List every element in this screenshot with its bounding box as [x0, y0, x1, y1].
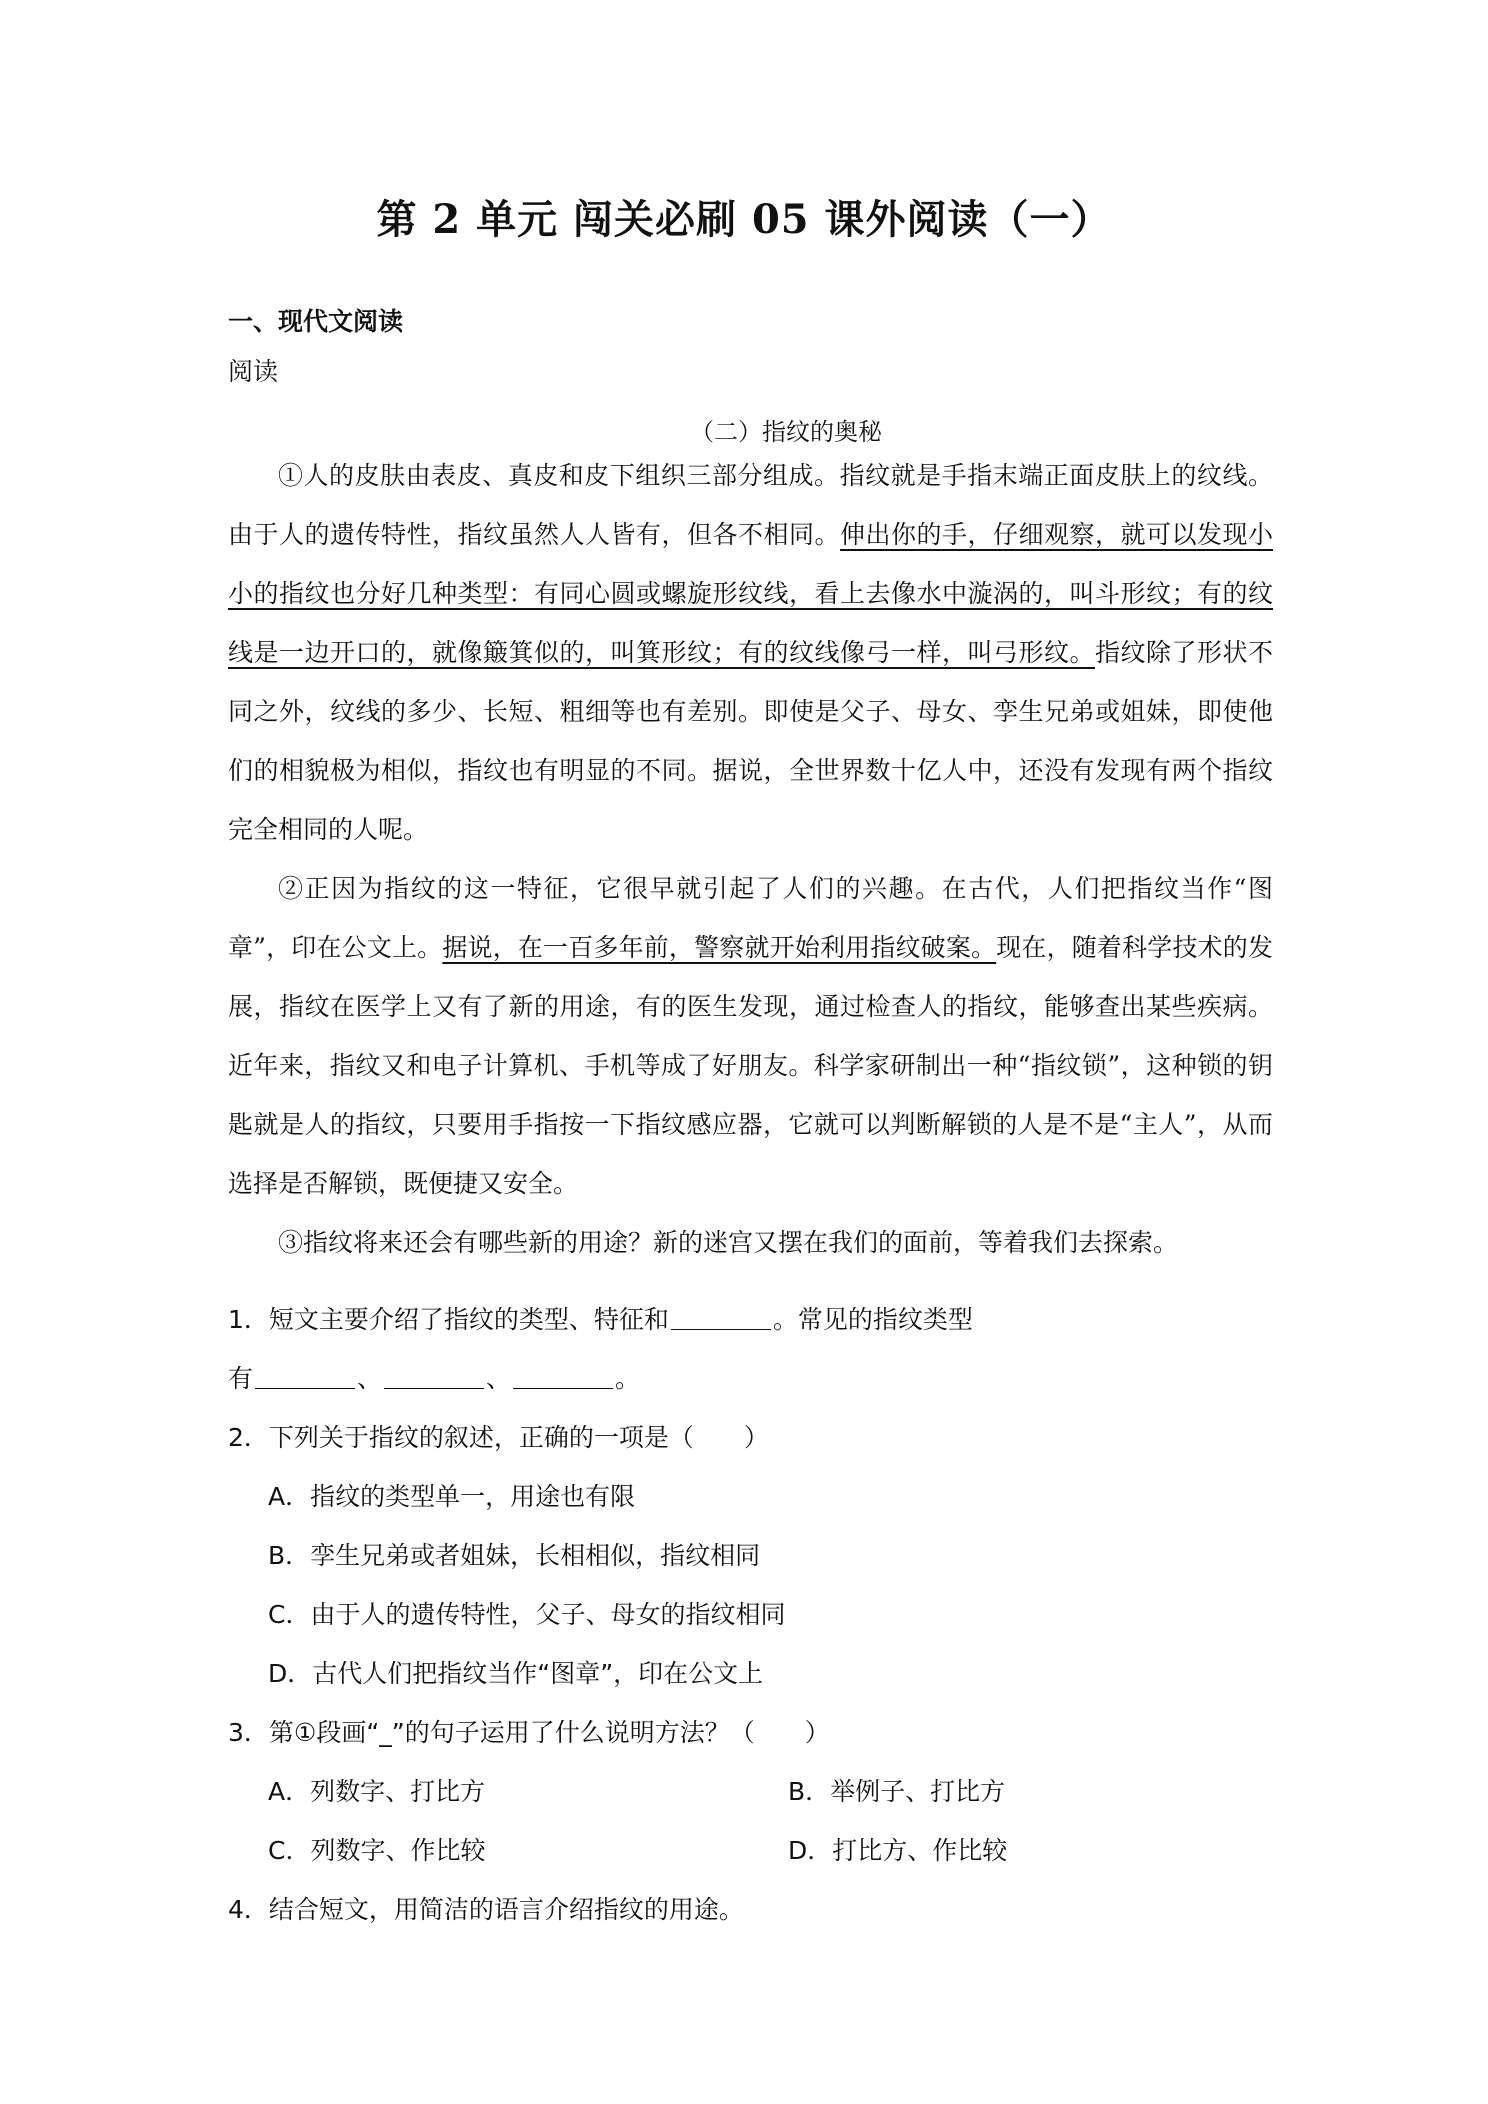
separator: 、	[486, 1364, 512, 1393]
question-text: 1．短文主要介绍了指纹的类型、特征和	[228, 1305, 669, 1334]
paragraph-text: ②正因为指纹的这一特征，它很早就引起了人们的兴趣。在古代，人们把指纹当作“图章”，印在公文上。	[228, 874, 1273, 962]
question-3: 3．第①段画“_”的句子运用了什么说明方法？（ ）	[228, 1718, 830, 1747]
passage-paragraph-2	[228, 859, 1273, 1213]
paragraph-text: ③指纹将来还会有哪些新的用途？新的迷宫又摆在我们的面前，等着我们去探索。	[278, 1228, 1179, 1257]
question-text: 有	[228, 1364, 254, 1393]
passage-title: （二）指纹的奥秘	[690, 418, 882, 446]
question-3-options-row-2	[228, 1821, 1273, 1880]
question-2-option-d[interactable]: D．古代人们把指纹当作“图章”，印在公文上	[268, 1659, 764, 1688]
question-3-option-a[interactable]: A．列数字、打比方	[268, 1777, 486, 1806]
question-text: 。常见的指纹类型	[772, 1305, 973, 1334]
paragraph-text: ①人的皮肤由表皮、真皮和皮下组织三部分组成。指纹就是手指末端正面皮肤上的纹线。由于人的遗传特性，指纹虽然人人皆有，但各不相同。	[228, 461, 1273, 549]
passage-paragraph-3	[228, 1213, 1273, 1272]
question-3-option-c[interactable]: C．列数字、作比较	[268, 1836, 486, 1865]
answer-blank[interactable]	[513, 1363, 613, 1389]
question-3-option-d[interactable]: D．打比方、作比较	[788, 1836, 1008, 1865]
question-text: 。	[615, 1364, 641, 1393]
answer-blank[interactable]	[384, 1363, 484, 1389]
question-2-option-a[interactable]: A．指纹的类型单一，用途也有限	[268, 1482, 636, 1511]
question-1-line-1	[228, 1290, 1273, 1349]
answer-blank[interactable]	[671, 1304, 771, 1330]
question-3-options-row-1	[228, 1762, 1273, 1821]
question-2-option-c[interactable]: C．由于人的遗传特性，父子、母女的指纹相同	[268, 1600, 786, 1629]
question-1-line-2	[228, 1349, 1273, 1408]
page-title: 第 2 单元 闯关必刷 05 课外阅读（一）	[376, 196, 1112, 243]
read-label: 阅读	[228, 357, 279, 386]
question-2: 2．下列关于指纹的叙述，正确的一项是（ ）	[228, 1423, 769, 1452]
paragraph-text: 指纹除了形状不同之外，纹线的多少、长短、粗细等也有差别。即使是父子、母女、孪生兄弟或姐妹，即使他们的相貌极为相似，指纹也有明显的不同。据说，全世界数十亿人中，还没有发现有两个指纹完全相同的人呢。	[228, 638, 1273, 844]
section-heading: 一、现代文阅读	[228, 307, 404, 336]
answer-blank[interactable]	[255, 1363, 355, 1389]
underlined-sentence: 据说，在一百多年前，警察就开始利用指纹破案。	[442, 933, 997, 962]
questions	[228, 1290, 1273, 1939]
question-3-option-b[interactable]: B．举例子、打比方	[788, 1777, 1006, 1806]
passage-paragraph-1	[228, 446, 1273, 859]
paragraph-text: 现在，随着科学技术的发展，指纹在医学上又有了新的用途，有的医生发现，通过检查人的指纹，能够查出某些疾病。近年来，指纹又和电子计算机、手机等成了好朋友。科学家研制出一种“指纹锁”，这种锁的钥匙就是人的指纹，只要用手指按一下指纹感应器，它就可以判断解锁的人是不是“主人”，从而选择是否解锁，既便捷又安全。	[228, 933, 1273, 1198]
question-4: 4．结合短文，用简洁的语言介绍指纹的用途。	[228, 1895, 744, 1924]
separator: 、	[357, 1364, 383, 1393]
underlined-sentence: 伸出你的手，仔细观察，就可以发现小小的指纹也分好几种类型：有同心圆或螺旋形纹线，看上去像水中漩涡的，叫斗形纹；有的纹线是一边开口的，就像簸箕似的，叫箕形纹；有的纹线像弓一样，叫弓形纹。	[228, 520, 1273, 667]
question-2-option-b[interactable]: B．孪生兄弟或者姐妹，长相相似，指纹相同	[268, 1541, 761, 1570]
